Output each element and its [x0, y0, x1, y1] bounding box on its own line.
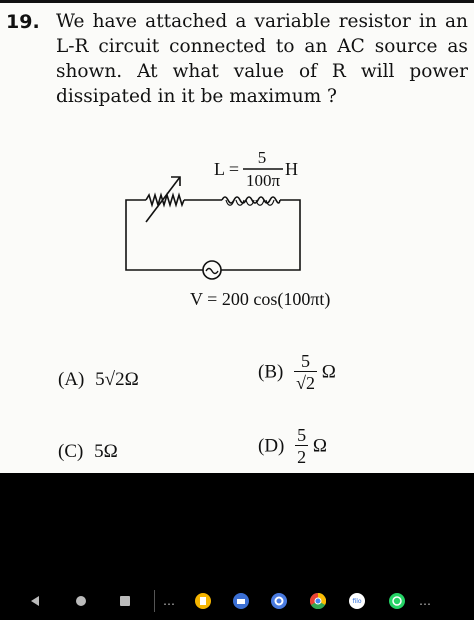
home-icon[interactable]: [68, 582, 94, 620]
option-b-label: (B): [258, 361, 284, 383]
question-word: as: [447, 36, 468, 57]
option-b-unit: Ω: [321, 361, 336, 383]
voltage-equation: V = 200 cos(100πt): [190, 289, 331, 309]
question-word: a: [235, 11, 247, 32]
question-word: AC: [337, 36, 365, 57]
question-word: of: [298, 61, 317, 82]
inductance-prefix: L =: [214, 159, 239, 179]
option-d-fraction: [295, 425, 308, 468]
option-c[interactable]: [58, 441, 118, 463]
option-d-denominator: 2: [297, 447, 307, 467]
question-word: an: [304, 36, 328, 57]
option-b-denominator: √2: [296, 373, 315, 393]
question-word: to: [275, 36, 295, 57]
option-b-numerator: 5: [301, 351, 311, 371]
question-word: circuit: [98, 36, 160, 57]
option-c-value: 5Ω: [94, 441, 118, 462]
question-word: At: [137, 61, 158, 82]
question-word: connected: [169, 36, 266, 57]
back-icon[interactable]: [22, 582, 48, 620]
question-number: 19.: [6, 11, 40, 33]
option-b-fraction: [294, 351, 317, 394]
option-c-label: (C): [58, 441, 84, 462]
filo-app-label: filo: [352, 597, 362, 605]
question-word: shown.: [56, 61, 123, 82]
option-d-numerator: 5: [297, 425, 307, 445]
option-a-label: (A): [58, 369, 85, 390]
more-icon[interactable]: …: [163, 594, 175, 608]
variable-resistor-symbol: [146, 177, 184, 222]
overflow-icon[interactable]: …: [419, 594, 431, 608]
question-word: attached: [145, 11, 228, 32]
circuit-diagram: [0, 3, 474, 473]
question-line-4: dissipated in it be maximum ?: [56, 86, 337, 107]
nav-divider: [154, 590, 155, 612]
system-navigation-bar: [0, 582, 474, 620]
chrome-app-icon[interactable]: [307, 582, 329, 620]
question-word: what: [172, 61, 219, 82]
question-word: We: [56, 11, 85, 32]
option-d[interactable]: [258, 425, 327, 468]
ac-source-symbol: [203, 261, 221, 279]
question-word: value: [233, 61, 285, 82]
circuit-wires: [126, 200, 300, 270]
question-word: in: [419, 11, 437, 32]
inductor-coil-symbol: [222, 197, 280, 205]
option-d-unit: Ω: [312, 435, 328, 457]
inductance-unit: H: [285, 159, 298, 179]
question-word: resistor: [338, 11, 411, 32]
question-word: power: [409, 61, 468, 82]
question-word: will: [360, 61, 395, 82]
question-word: an: [445, 11, 468, 32]
question-word: have: [92, 11, 137, 32]
option-d-label: (D): [258, 435, 285, 457]
files-app-icon[interactable]: [230, 582, 252, 620]
question-word: source: [374, 36, 438, 57]
settings-app-icon[interactable]: [268, 582, 290, 620]
question-word: R: [331, 61, 346, 82]
recents-icon[interactable]: [112, 582, 138, 620]
option-b[interactable]: [258, 351, 336, 394]
option-a-value: 5√2Ω: [95, 369, 139, 390]
filo-app-icon[interactable]: [346, 582, 368, 620]
inductance-denominator: 100π: [245, 171, 281, 190]
question-card: [0, 3, 474, 473]
option-a[interactable]: [58, 369, 139, 391]
inductance-numerator: 5: [257, 148, 267, 167]
question-word: variable: [254, 11, 331, 32]
question-word: L-R: [56, 36, 89, 57]
whatsapp-app-icon[interactable]: [386, 582, 408, 620]
notes-app-icon[interactable]: [192, 582, 214, 620]
